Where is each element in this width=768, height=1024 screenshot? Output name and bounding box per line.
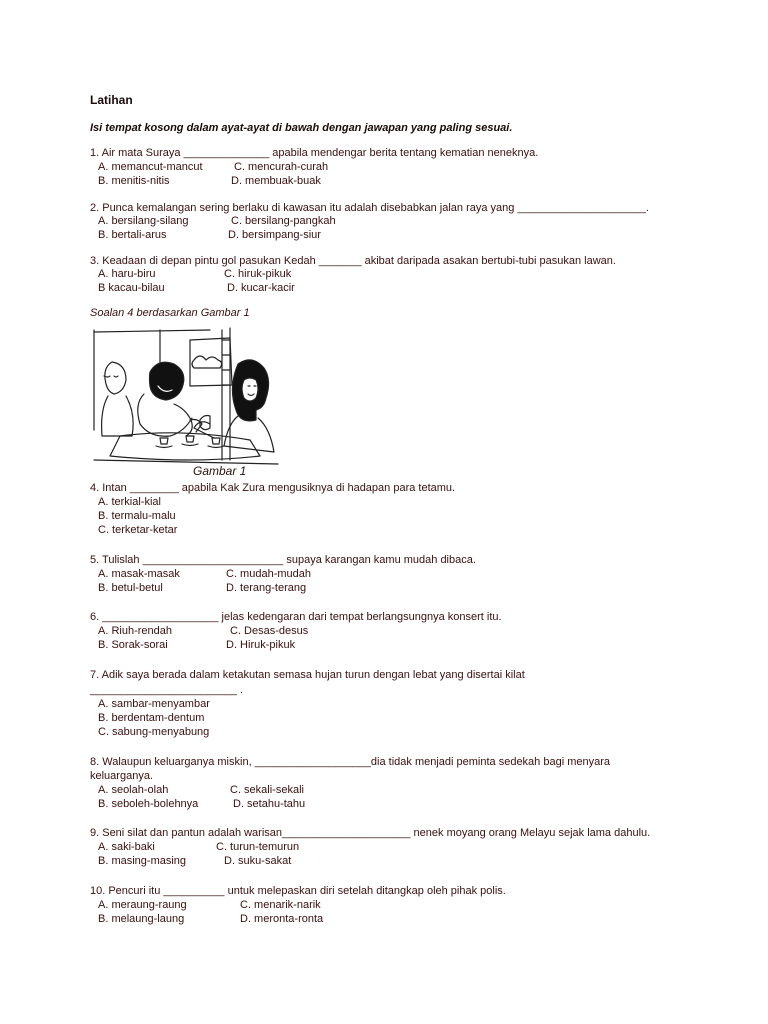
question-8-cont: keluarganya. <box>90 770 153 782</box>
figure-caption: Gambar 1 <box>193 464 247 478</box>
option-c: C. menarik-narik <box>240 899 321 911</box>
option-b: B. berdentam-dentum <box>98 712 205 724</box>
option-b: B. bertali-arus <box>98 229 167 241</box>
option-c: C. mencurah-curah <box>234 161 329 173</box>
question-7-blank: ________________________ . <box>90 684 243 696</box>
option-b: B. betul-betul <box>98 582 163 594</box>
figure-illustration <box>90 320 282 466</box>
option-b: B kacau-bilau <box>98 282 165 294</box>
option-a: A. saki-baki <box>98 841 155 853</box>
question-10: 10. Pencuri itu __________ untuk melepaskan diri setelah ditangkap oleh pihak polis. <box>90 885 506 897</box>
option-b: B. seboleh-bolehnya <box>98 798 199 810</box>
option-a: A. sambar-menyambar <box>98 698 210 710</box>
option-d: D. membuak-buak <box>231 175 321 187</box>
option-c: C. turun-temurun <box>216 841 300 853</box>
question-4: 4. Intan ________ apabila Kak Zura mengusiknya di hadapan para tetamu. <box>90 482 456 494</box>
question-7: 7. Adik saya berada dalam ketakutan semasa hujan turun dengan lebat yang disertai kilat <box>90 669 525 681</box>
option-d: D. kucar-kacir <box>227 282 295 294</box>
question-3: 3. Keadaan di depan pintu gol pasukan Kedah _______ akibat daripada asakan bertubi-tubi pasukan lawan. <box>90 255 616 267</box>
option-a: A. memancut-mancut <box>98 161 203 173</box>
question-8: 8. Walaupun keluarganya miskin, ___________________dia tidak menjadi peminta sedekah bagi menyara <box>90 756 611 768</box>
page-title: Latihan <box>90 93 133 107</box>
option-a: A. seolah-olah <box>98 784 169 796</box>
question-1: 1. Air mata Suraya ______________ apabila mendengar berita tentang kematian neneknya. <box>90 147 539 159</box>
option-a: A. Riuh-rendah <box>98 625 172 637</box>
option-d: D. meronta-ronta <box>240 913 324 925</box>
option-c: C. sekali-sekali <box>230 784 304 796</box>
option-d: D. Hiruk-pikuk <box>226 639 296 651</box>
question-5: 5. Tulislah _______________________ supaya karangan kamu mudah dibaca. <box>90 554 476 566</box>
option-c: C. Desas-desus <box>230 625 309 637</box>
option-b: B. menitis-nitis <box>98 175 170 187</box>
option-b: B. masing-masing <box>98 855 187 867</box>
question-2: 2. Punca kemalangan sering berlaku di kawasan itu adalah disebabkan jalan raya yang _____________________. <box>90 202 649 214</box>
option-c: C. sabung-menyabung <box>98 726 210 738</box>
option-a: A. terkial-kial <box>98 496 161 508</box>
option-a: A. masak-masak <box>98 568 180 580</box>
option-b: B. termalu-malu <box>98 510 176 522</box>
option-b: B. Sorak-sorai <box>98 639 168 651</box>
instruction: Isi tempat kosong dalam ayat-ayat di bawah dengan jawapan yang paling sesuai. <box>90 122 513 134</box>
option-d: D. terang-terang <box>226 582 307 594</box>
option-d: D. bersimpang-siur <box>228 229 321 241</box>
question-6: 6. ___________________ jelas kedengaran dari tempat berlangsungnya konsert itu. <box>90 611 502 623</box>
option-b: B. melaung-laung <box>98 913 185 925</box>
option-a: A. meraung-raung <box>98 899 187 911</box>
option-d: D. suku-sakat <box>224 855 292 867</box>
option-c: C. hiruk-pikuk <box>224 268 292 280</box>
question-9: 9. Seni silat dan pantun adalah warisan_____________________ nenek moyang orang Melayu sejak lama dahulu. <box>90 827 651 839</box>
option-a: A. haru-biru <box>98 268 156 280</box>
option-c: C. bersilang-pangkah <box>231 215 336 227</box>
option-d: D. setahu-tahu <box>233 798 306 810</box>
figure-intro: Soalan 4 berdasarkan Gambar 1 <box>90 307 250 319</box>
option-c: C. terketar-ketar <box>98 524 178 536</box>
option-c: C. mudah-mudah <box>226 568 311 580</box>
option-a: A. bersilang-silang <box>98 215 189 227</box>
